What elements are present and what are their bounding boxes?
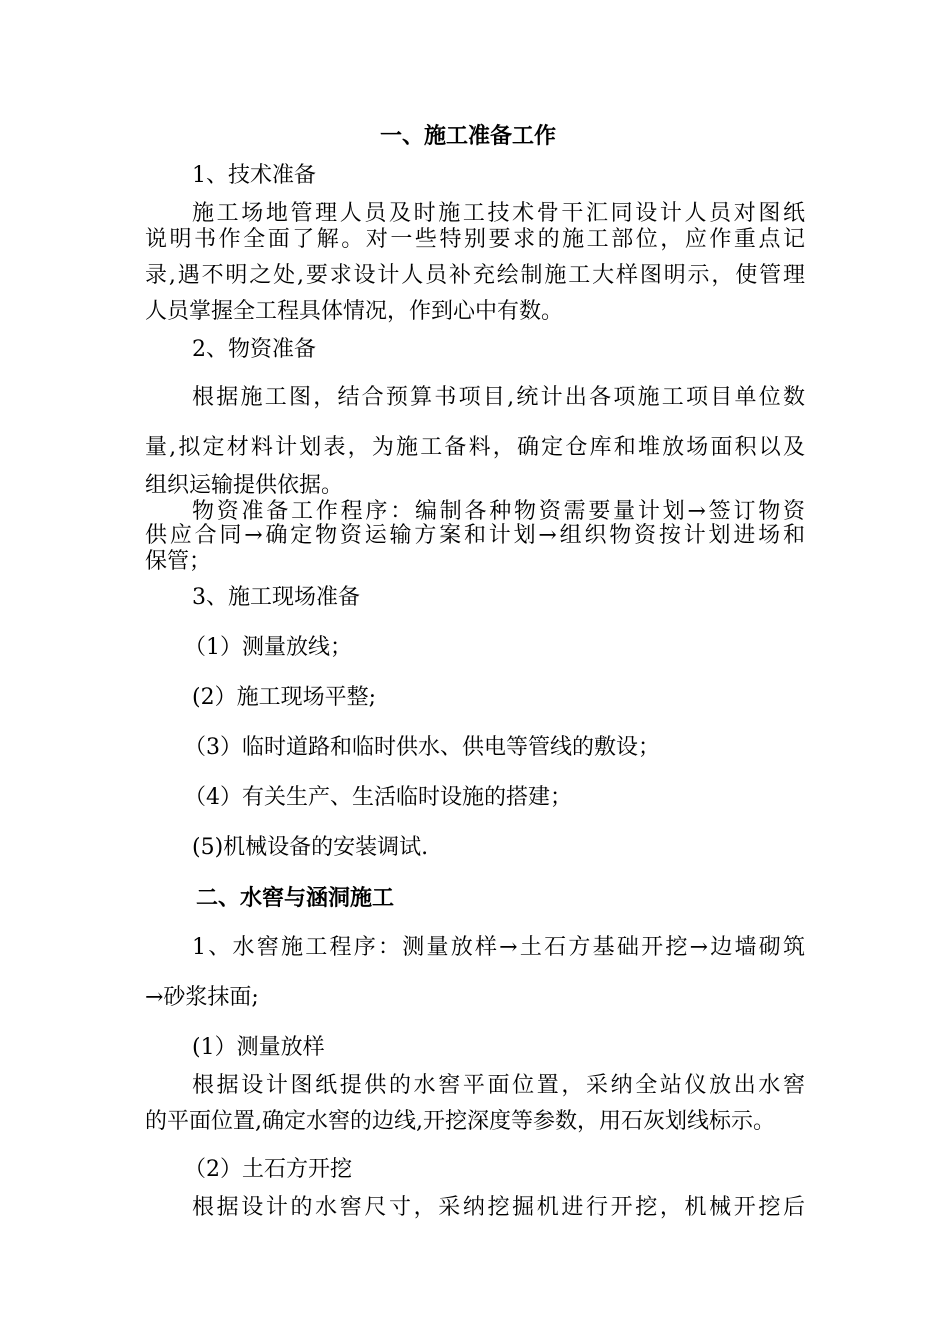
paragraph-line: 量,拟定材料计划表，为施工备料，确定仓库和堆放场面积以及 [145,435,805,460]
list-item: （4）有关生产、生活临时设施的搭建； [184,785,572,810]
paragraph-line: 根据设计的水窖尺寸，采纳挖掘机进行开挖，机械开挖后 [192,1195,805,1220]
list-item: (2）施工现场平整; [192,685,376,710]
paragraph-line: 说明书作全面了解。对一些特别要求的施工部位，应作重点记 [145,227,805,252]
paragraph-line: 组织运输提供依据。 [145,473,344,498]
list-item: (5)机械设备的安装调试. [192,835,429,860]
heading-1: 一、施工准备工作 [380,123,557,149]
paragraph-line: 人员掌握全工程具体情况，作到心中有数。 [145,299,564,324]
paragraph-line: 1、水窖施工程序：测量放样→土石方基础开挖→边墙砌筑 [192,935,805,960]
heading-2: 二、水窖与涵洞施工 [196,885,395,911]
list-item: （3）临时道路和临时供水、供电等管线的敷设； [184,735,660,760]
paragraph-line: 录,遇不明之处,要求设计人员补充绘制施工大样图明示，使管理 [145,263,805,288]
paragraph-line: 施工场地管理人员及时施工技术骨干汇同设计人员对图纸 [192,201,805,226]
paragraph-line: →砂浆抹面; [145,985,259,1010]
list-item: （1）测量放线； [184,635,352,660]
subsection-title: （2）土石方开挖 [184,1157,352,1182]
paragraph-line: 物资准备工作程序：编制各种物资需要量计划→签订物资 [192,499,805,524]
section-title-technical: 1、技术准备 [192,163,316,188]
section-title-site: 3、施工现场准备 [192,585,360,610]
paragraph-line: 供应合同→确定物资运输方案和计划→组织物资按计划进场和 [145,523,805,548]
paragraph-line: 根据施工图，结合预算书项目,统计出各项施工项目单位数 [192,385,805,410]
section-title-materials: 2、物资准备 [192,337,316,362]
subsection-title: (1）测量放样 [192,1035,325,1060]
paragraph-line: 保管； [145,549,212,574]
paragraph-line: 根据设计图纸提供的水窖平面位置，采纳全站仪放出水窖 [192,1073,805,1098]
paragraph-line: 的平面位置,确定水窖的边线,开挖深度等参数，用石灰划线标示。 [145,1109,775,1134]
